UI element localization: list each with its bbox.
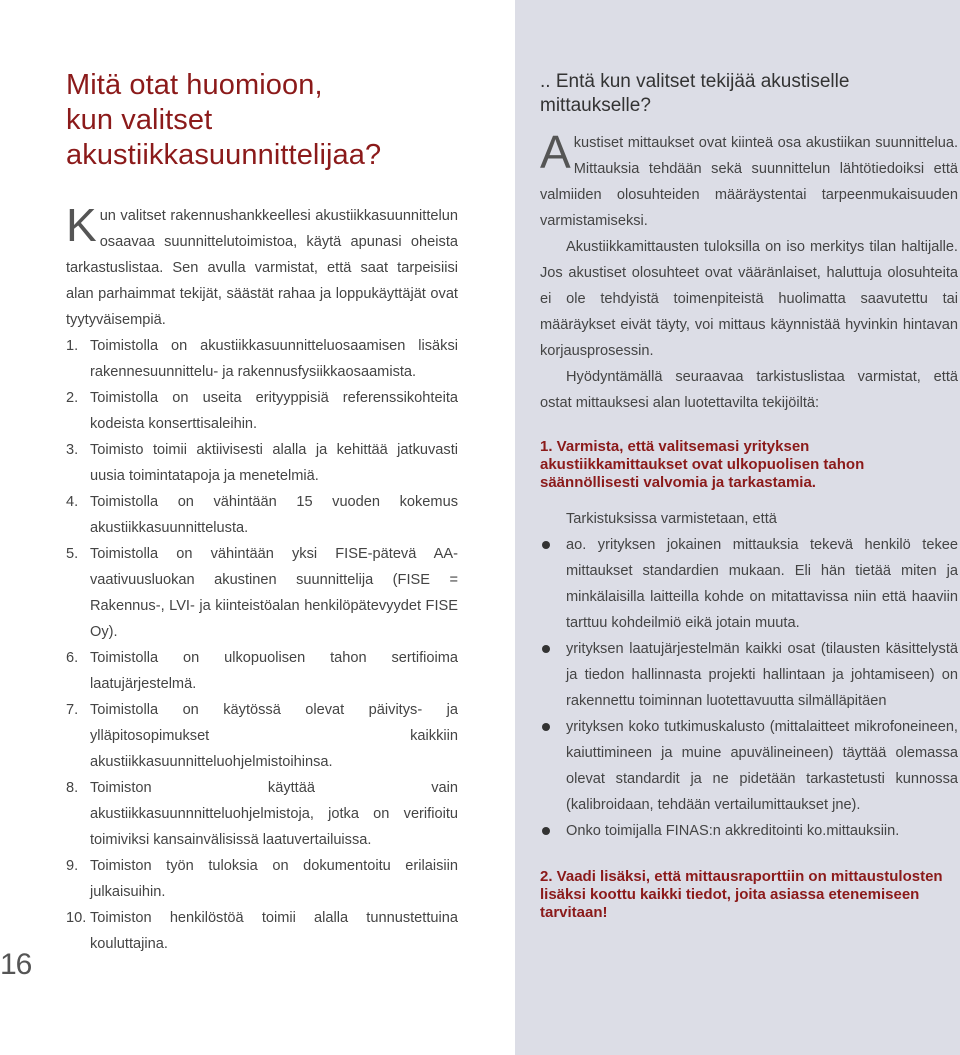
bullet-text: Onko toimijalla FINAS:n akkreditointi ko.mittauksiin. — [566, 823, 900, 839]
bullet-item — [540, 636, 958, 714]
item-text: Toimistolla on ulkopuolisen tahon sertifioima laatujärjestelmä. — [90, 650, 458, 692]
item-number: 10. — [66, 910, 87, 926]
list-item — [66, 775, 458, 853]
list-item — [66, 333, 458, 385]
item-number: 9. — [66, 858, 79, 874]
title-line: Mitä otat huomioon, — [66, 69, 323, 101]
item-text: Toimistolla on vähintään yksi FISE-pätevä AA-vaativuusluokan akustinen suunnittelija (FISE = Rakennus-, LVI- ja kiinteistöalan henkilöpätevyydet FISE Oy). — [90, 546, 458, 640]
item-number: 7. — [66, 702, 79, 718]
title-line: akustiikkasuunnittelijaa? — [66, 139, 382, 171]
paragraph — [540, 126, 958, 234]
page-number: 16 — [0, 948, 32, 981]
dropcap: A — [540, 126, 571, 178]
paragraph: Hyödyntämällä seuraavaa tarkistuslistaa varmistat, että ostat mittauksesi alan luotettavilta tekijöiltä: — [540, 369, 958, 411]
item-number: 1. — [66, 338, 79, 354]
item-text: Toimistolla on vähintään 15 vuoden kokemus akustiikkasuunnittelusta. — [90, 494, 458, 536]
item-text: Toimistolla on käytössä olevat päivitys- ja ylläpitosopimukset kaikkiin akustiikkasuunnitteluohjelmistoihinsa. — [90, 702, 458, 770]
sub-intro: Tarkistuksissa varmistetaan, että — [566, 511, 777, 527]
title-line: kun valitset — [66, 104, 213, 136]
right-column — [540, 70, 958, 922]
bullet-text: ao. yrityksen jokainen mittauksia tekevä henkilö tekee mittaukset standardien mukaan. Eli hän tietää miten ja minkälaisilla laitteilla kohde on mitattavissa niin että haaviin tarttuu kohdeilmiö eikä jotain muuta. — [566, 537, 958, 631]
bullet-item — [540, 714, 958, 818]
item-text: Toimistolla on useita erityyppisiä referenssikohteita kodeista konserttisaleihin. — [90, 390, 458, 432]
bullet-text: yrityksen laatujärjestelmän kaikki osat (tilausten käsittelystä ja tiedon hallinnasta projekti hallintaan ja johtamiseen) on rakennettu toiminnan luotettavuutta silmälläpitäen — [566, 641, 958, 709]
list-item — [66, 697, 458, 775]
checklist — [66, 333, 458, 957]
item-text: Toimistolla on akustiikkasuunnitteluosaamisen lisäksi rakennesuunnittelu- ja rakennusfysiikkaosaamista. — [90, 338, 458, 380]
intro-paragraph — [66, 199, 458, 333]
item-number: 6. — [66, 650, 79, 666]
list-item — [66, 437, 458, 489]
bullet-icon — [542, 723, 550, 731]
bullet-text: yrityksen koko tutkimuskalusto (mittalaitteet mikrofoneineen, kaiuttimineen ja muine apuvälineineen) täyttää olemassa olevat standardit ja ne pidetään tarkastetusti kunnossa (kalibroidaan, tehdään vertailumittaukset jne). — [566, 719, 958, 813]
bullet-icon — [542, 541, 550, 549]
item-number: 4. — [66, 494, 79, 510]
list-item — [66, 853, 458, 905]
item-number: 3. — [66, 442, 79, 458]
item-number: 5. — [66, 546, 79, 562]
bullet-item — [540, 532, 958, 636]
item-text: Toimiston työn tuloksia on dokumentoitu erilaisiin julkaisuihin. — [90, 858, 458, 900]
item-number: 2. — [66, 390, 79, 406]
list-item — [66, 385, 458, 437]
checklist-heading-2: 2. Vaadi lisäksi, että mittausraporttiin on mittaustulosten lisäksi koottu kaikki tiedot, joita asiassa etenemiseen tarvitaan! — [540, 868, 943, 921]
section-title: .. Entä kun valitset tekijää akustiselle mittaukselle? — [540, 71, 850, 116]
list-item — [66, 905, 458, 957]
bullet-icon — [542, 645, 550, 653]
item-text: Toimisto toimii aktiivisesti alalla ja kehittää jatkuvasti uusia toimintatapoja ja menetelmiä. — [90, 442, 458, 484]
item-text: Toimiston käyttää vain akustiikkasuunnnitteluohjelmistoja, jotka on verifioitu toimiviksi kansainvälisissä laatuvertailuissa. — [90, 780, 458, 848]
checklist-heading-1: 1. Varmista, että valitsemasi yrityksen akustiikkamittaukset ovat ulkopuolisen tahon säännöllisesti valvomia ja tarkastamia. — [540, 438, 865, 491]
list-item — [66, 541, 458, 645]
bullet-list — [540, 532, 958, 844]
paragraph-text: kustiset mittaukset ovat kiinteä osa akustiikan suunnittelua. Mittauksia tehdään sekä suunnittelun lähtötiedoiksi että valmiiden olosuhteiden määräystentai tarpeenmukaisuuden varmistamiseksi. — [540, 135, 958, 229]
page-title — [66, 68, 458, 173]
list-item — [66, 645, 458, 697]
intro-text: un valitset rakennushankkeellesi akustiikkasuunnittelun osaavaa suunnittelutoimistoa, käytä apunasi oheista tarkastuslistaa. Sen avulla varmistat, että saat tarpeisiisi alan parhaimmat tekijät, säästät rahaa ja loppukäyttäjät ovat tyytyväisempiä. — [66, 208, 458, 328]
item-number: 8. — [66, 780, 79, 796]
item-text: Toimiston henkilöstöä toimii alalla tunnustettuina kouluttajina. — [90, 910, 458, 952]
bullet-icon — [542, 827, 550, 835]
list-item — [66, 489, 458, 541]
left-column — [66, 68, 458, 957]
dropcap: K — [66, 199, 97, 251]
bullet-item — [540, 818, 958, 844]
paragraph: Akustiikkamittausten tuloksilla on iso merkitys tilan haltijalle. Jos akustiset olosuhteet ovat vääränlaiset, haluttuja olosuhteita ei ole tehdyistä toimenpiteistä huolimatta saavutettu tai määräykset eivät täyty, voi mittaus käynnistää hyvinkin hintavan korjausprosessin. — [540, 239, 958, 359]
